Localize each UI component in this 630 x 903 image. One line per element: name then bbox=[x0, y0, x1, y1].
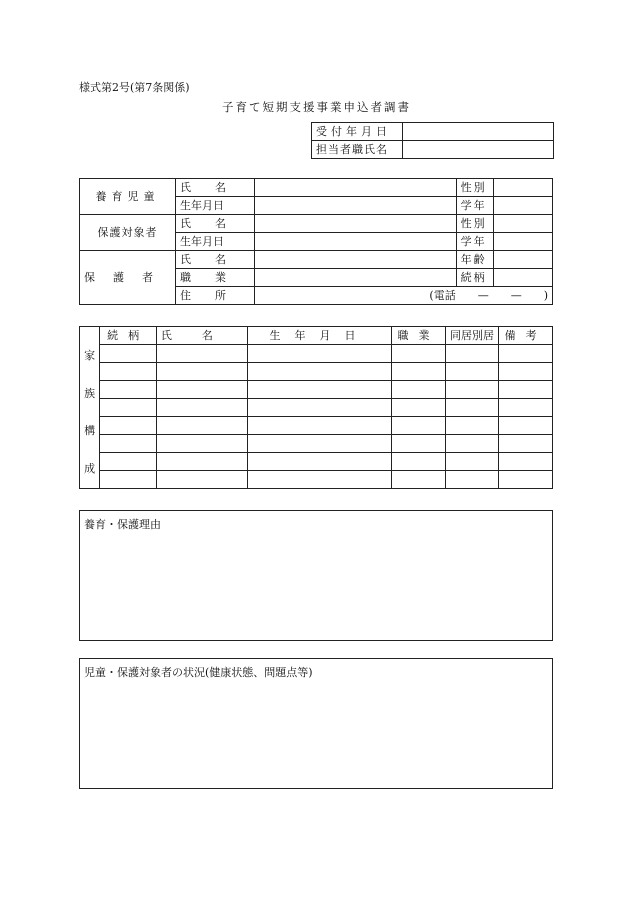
child-name-text: 氏名 bbox=[180, 181, 250, 194]
table-row bbox=[80, 417, 553, 435]
col-birth: 生年月日 bbox=[247, 327, 391, 345]
target-name-field[interactable] bbox=[255, 215, 457, 233]
table-row bbox=[80, 381, 553, 399]
guardian-name-field[interactable] bbox=[255, 251, 457, 269]
guardian-address-field[interactable] bbox=[255, 287, 553, 305]
guardian-age-label: 年齢 bbox=[456, 251, 494, 269]
staff-name-field[interactable] bbox=[403, 141, 554, 159]
family-char-4: 成 bbox=[84, 461, 96, 475]
table-row bbox=[80, 363, 553, 381]
col-job: 職業 bbox=[392, 327, 446, 345]
guardian-section-label: 保護者 bbox=[80, 251, 176, 305]
reason-box[interactable] bbox=[79, 510, 553, 641]
received-date-field[interactable] bbox=[403, 123, 554, 141]
guardian-age-field[interactable] bbox=[494, 251, 553, 269]
guardian-relation-label: 続柄 bbox=[456, 269, 494, 287]
target-section-label: 保護対象者 bbox=[80, 215, 176, 251]
family-table bbox=[79, 326, 553, 489]
target-birth-label: 生年月日 bbox=[176, 233, 255, 251]
child-sex-label: 性別 bbox=[456, 179, 494, 197]
form-title: 子育て短期支援事業申込者調書 bbox=[222, 100, 411, 114]
table-row bbox=[80, 471, 553, 489]
family-side-label bbox=[80, 327, 100, 489]
child-name-field[interactable] bbox=[255, 179, 457, 197]
status-box[interactable] bbox=[79, 658, 553, 789]
status-label: 児童・保護対象者の状況(健康状態、問題点等) bbox=[84, 666, 313, 679]
table-row bbox=[80, 399, 553, 417]
received-date-label: 受付年月日 bbox=[312, 123, 403, 141]
child-grade-label: 学年 bbox=[456, 197, 494, 215]
child-section-label: 養育児童 bbox=[80, 179, 176, 215]
table-row bbox=[80, 345, 553, 363]
form-id: 様式第2号(第7条関係) bbox=[79, 81, 190, 94]
family-char-3: 構 bbox=[84, 424, 96, 438]
child-sex-field[interactable] bbox=[494, 179, 553, 197]
col-remarks: 備考 bbox=[499, 327, 553, 345]
child-grade-field[interactable] bbox=[494, 197, 553, 215]
col-name: 氏名 bbox=[156, 327, 247, 345]
target-sex-label: 性別 bbox=[456, 215, 494, 233]
phone-label: (電話 — — ) bbox=[429, 289, 548, 302]
family-char-1: 家 bbox=[84, 349, 96, 363]
guardian-address-label: 住所 bbox=[176, 287, 255, 305]
staff-name-label: 担当者職氏名 bbox=[312, 141, 403, 159]
guardian-relation-field[interactable] bbox=[494, 269, 553, 287]
target-sex-field[interactable] bbox=[494, 215, 553, 233]
child-name-label bbox=[176, 179, 255, 197]
guardian-job-field[interactable] bbox=[255, 269, 457, 287]
col-cohabit: 同居別居 bbox=[445, 327, 498, 345]
target-birth-field[interactable] bbox=[255, 233, 457, 251]
child-birth-label: 生年月日 bbox=[176, 197, 255, 215]
table-row bbox=[80, 453, 553, 471]
guardian-name-label: 氏名 bbox=[176, 251, 255, 269]
table-row bbox=[80, 435, 553, 453]
applicant-table bbox=[79, 178, 553, 305]
target-grade-field[interactable] bbox=[494, 233, 553, 251]
child-birth-field[interactable] bbox=[255, 197, 457, 215]
col-relation: 続柄 bbox=[100, 327, 157, 345]
office-table bbox=[311, 122, 554, 159]
reason-label: 養育・保護理由 bbox=[84, 518, 161, 531]
guardian-job-label: 職業 bbox=[176, 269, 255, 287]
target-grade-label: 学年 bbox=[456, 233, 494, 251]
family-char-2: 族 bbox=[84, 386, 96, 400]
target-name-label: 氏名 bbox=[176, 215, 255, 233]
